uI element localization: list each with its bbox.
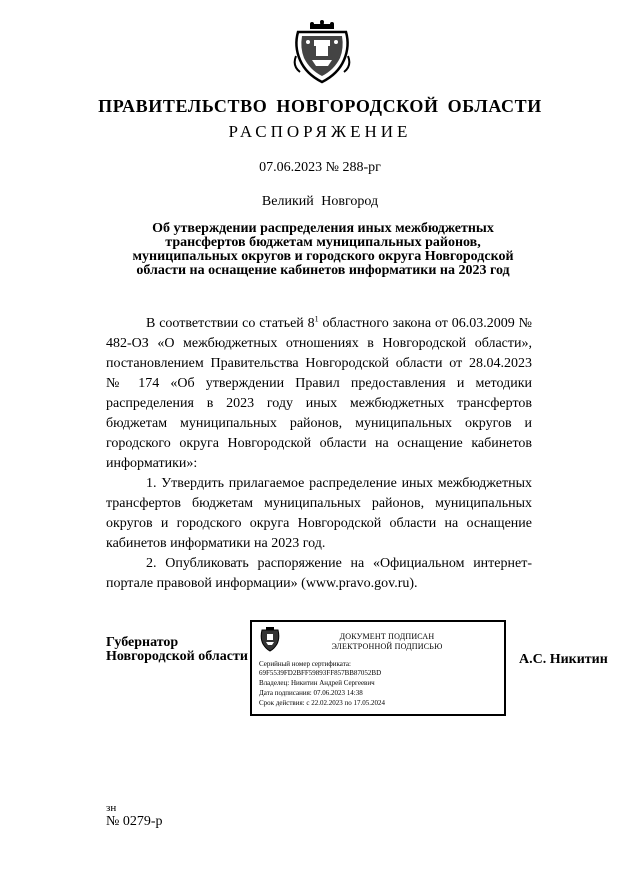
stamp-emblem-icon	[259, 626, 281, 652]
document-city: Великий Новгород	[261, 194, 379, 209]
footer-number: № 0279-р	[106, 814, 163, 829]
document-subject: Об утверждении распределения иных межбюджетных трансфертов бюджетам муниципальных районов, муниципальных округов и городского округа Новгородской области на оснащение кабинетов информатики на 2023 год	[132, 221, 514, 278]
coat-of-arms-icon	[292, 16, 352, 86]
item-2: 2. Опубликовать распоряжение на «Официальном интернет-портале правовой информации» (www.pravo.gov.ru).	[106, 556, 532, 591]
signer-name: А.С. Никитин	[519, 652, 608, 667]
document-type: РАСПОРЯЖЕНИЕ	[228, 122, 412, 141]
electronic-signature-stamp: ДОКУМЕНТ ПОДПИСАН ЭЛЕКТРОННОЙ ПОДПИСЬЮ Серийный номер сертификата: 69F5539FD2BFF59893FF857BB87052BD Владелец: Никитин Андрей Сергеевич Дата подписания: 07.06.2023 14:38 Срок действия: с 22.02.2023 по 17.05.2024	[250, 620, 506, 716]
government-title: ПРАВИТЕЛЬСТВО НОВГОРОДСКОЙ ОБЛАСТИ	[98, 96, 542, 116]
signer-position: Губернатор Новгородской области	[106, 635, 248, 664]
intro-paragraph: В соответствии со статьей $8^1$ областного закона от 06.03.2009 № 482-ОЗ «О межбюджетных отношениях в Новгородской области», постановлением Правительства Новгородской области от 28.04.2023 № 174 «Об утверждении Правил предоставления и методики распределения в 2023 году иных межбюджетных трансфертов бюджетам муниципальных районов, муниципальных округов и городского округа Новгородской области на оснащение кабинетов информатики»:	[106, 314, 532, 471]
footer-code: зн	[106, 802, 117, 814]
item-1: 1. Утвердить прилагаемое распределение иных межбюджетных трансфертов бюджетам муниципальных районов, муниципальных округов и городского округа Новгородской области на оснащение кабинетов информатики на 2023 год.	[106, 476, 532, 551]
document-number: 07.06.2023 № 288-рг	[259, 160, 381, 175]
document-body	[106, 314, 532, 594]
